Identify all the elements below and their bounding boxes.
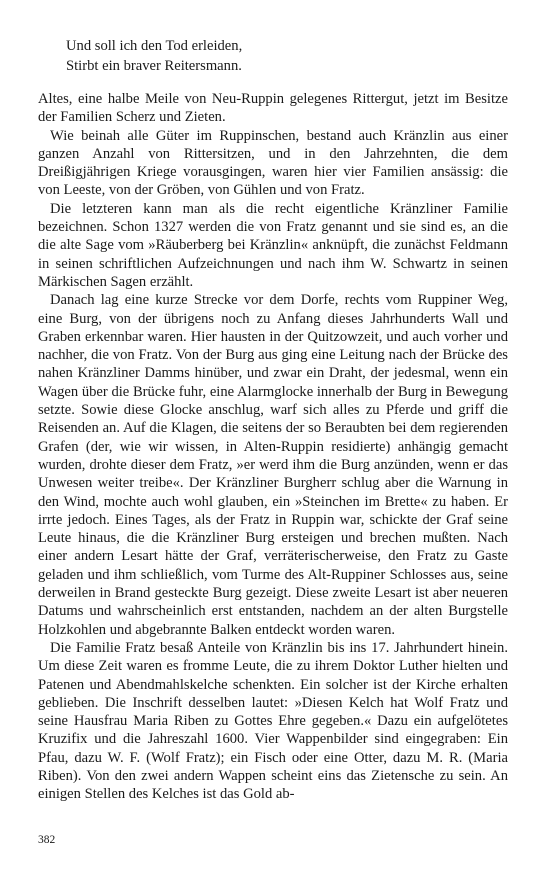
- verse-line-1: Und soll ich den Tod erleiden,: [66, 38, 243, 54]
- paragraph: Die letzteren kann man als die recht eigentliche Kränzliner Familie bezeichnen. Schon 1327 werden die von Fratz genannt und sie sind es, an die die alte Sage vom »Räuberberg bei Kränzlin« anknüpft, die zunächst Feldmann in seinen schriftlichen Aufzeichnungen und nach ihm W. Schwartz in seinen Märkischen Sagen erzählt.: [38, 200, 508, 290]
- paragraph: Die Familie Fratz besaß Anteile von Kränzlin bis ins 17. Jahrhundert hinein. Um diese Zeit waren es fromme Leute, die zu ihrem Doktor Luther hielten und Patenen und Abendmahlskelche schenkten. Ein solcher ist der Kirche erhalten geblieben. Die Inschrift desselben lautet: »Diesen Kelch hat Wolf Fratz und seine Hausfrau Maria Riben zu Gottes Ehre gegeben.« Dazu ein aufgelötetes Kruzifix und die Jahreszahl 1600. Vier Wappenbilder sind eingegraben: Ein Pfau, dazu W. F. (Wolf Fratz); ein Fisch oder eine Otter, dazu M. R. (Maria Riben). Von den zwei andern Wappen scheint eins das Zietensche zu sein. An einigen Stellen des Kelches ist das Gold ab-: [38, 639, 508, 803]
- verse-line-2: Stirbt ein braver Reitersmann.: [66, 58, 242, 74]
- paragraph-continuation: Altes, eine halbe Meile von Neu-Ruppin gelegenes Rittergut, jetzt im Besitze der Familien Scherz und Zieten.: [38, 91, 508, 126]
- page-number: 382: [38, 834, 56, 846]
- verse-quote: [66, 36, 242, 76]
- body-text: [38, 90, 508, 804]
- paragraph: Wie beinah alle Güter im Ruppinschen, bestand auch Kränzlin aus einer ganzen Anzahl von Rittersitzen, und in den Jahrzehnten, die dem Dreißigjährigen Kriege vorausgingen, waren hier vier Familien ansässig: die von Leeste, von der Gröben, von Gühlen und von Fratz.: [38, 127, 508, 199]
- paragraph: Danach lag eine kurze Strecke vor dem Dorfe, rechts vom Ruppiner Weg, eine Burg, von der übrigens noch zu Anfang dieses Jahrhunderts Wall und Graben erkennbar waren. Hier hausten in der Quitzowzeit, und auch vorher und nachher, die von Fratz. Von der Burg aus ging eine Leitung nach der Brücke des nahen Kränzliner Damms hinüber, und zwar ein Draht, der jedesmal, wenn ein Wagen über die Brücke fuhr, eine Alarmglocke innerhalb der Burg in Bewegung setzte. Sowie diese Glocke anschlug, warf sich alles zu Pferde und griff die Reisenden an. Auf die Klagen, die seitens der so Beraubten bei dem regierenden Grafen (der, wie wir wissen, in Alten-Ruppin residierte) anhängig gemacht wurden, drohte dieser dem Fratz, »er werd ihm die Burg anzünden, wenn er das Unwesen weiter treibe«. Der Kränzliner Burgherr schlug aber die Warnung in den Wind, mochte auch wohl glauben, ein »Steinchen im Brette« zu haben. Er irrte jedoch. Eines Tages, als der Fratz in Ruppin war, schickte der Graf seine Leute hinaus, die die Kränzliner Burg ersteigen und brechen mußten. Nach einer andern Lesart hätte der Graf, verräterischerweise, den Fratz zu Gaste geladen und ihm schließlich, vom Turme des Alt-Ruppiner Schlosses aus, seine derweilen in Brand gesteckte Burg gezeigt. Diese zweite Lesart ist aber neueren Datums und wahrscheinlich erst entstanden, nachdem an der alten Burgstelle Holzkohlen und abgebrannte Balken entdeckt worden waren.: [38, 292, 508, 638]
